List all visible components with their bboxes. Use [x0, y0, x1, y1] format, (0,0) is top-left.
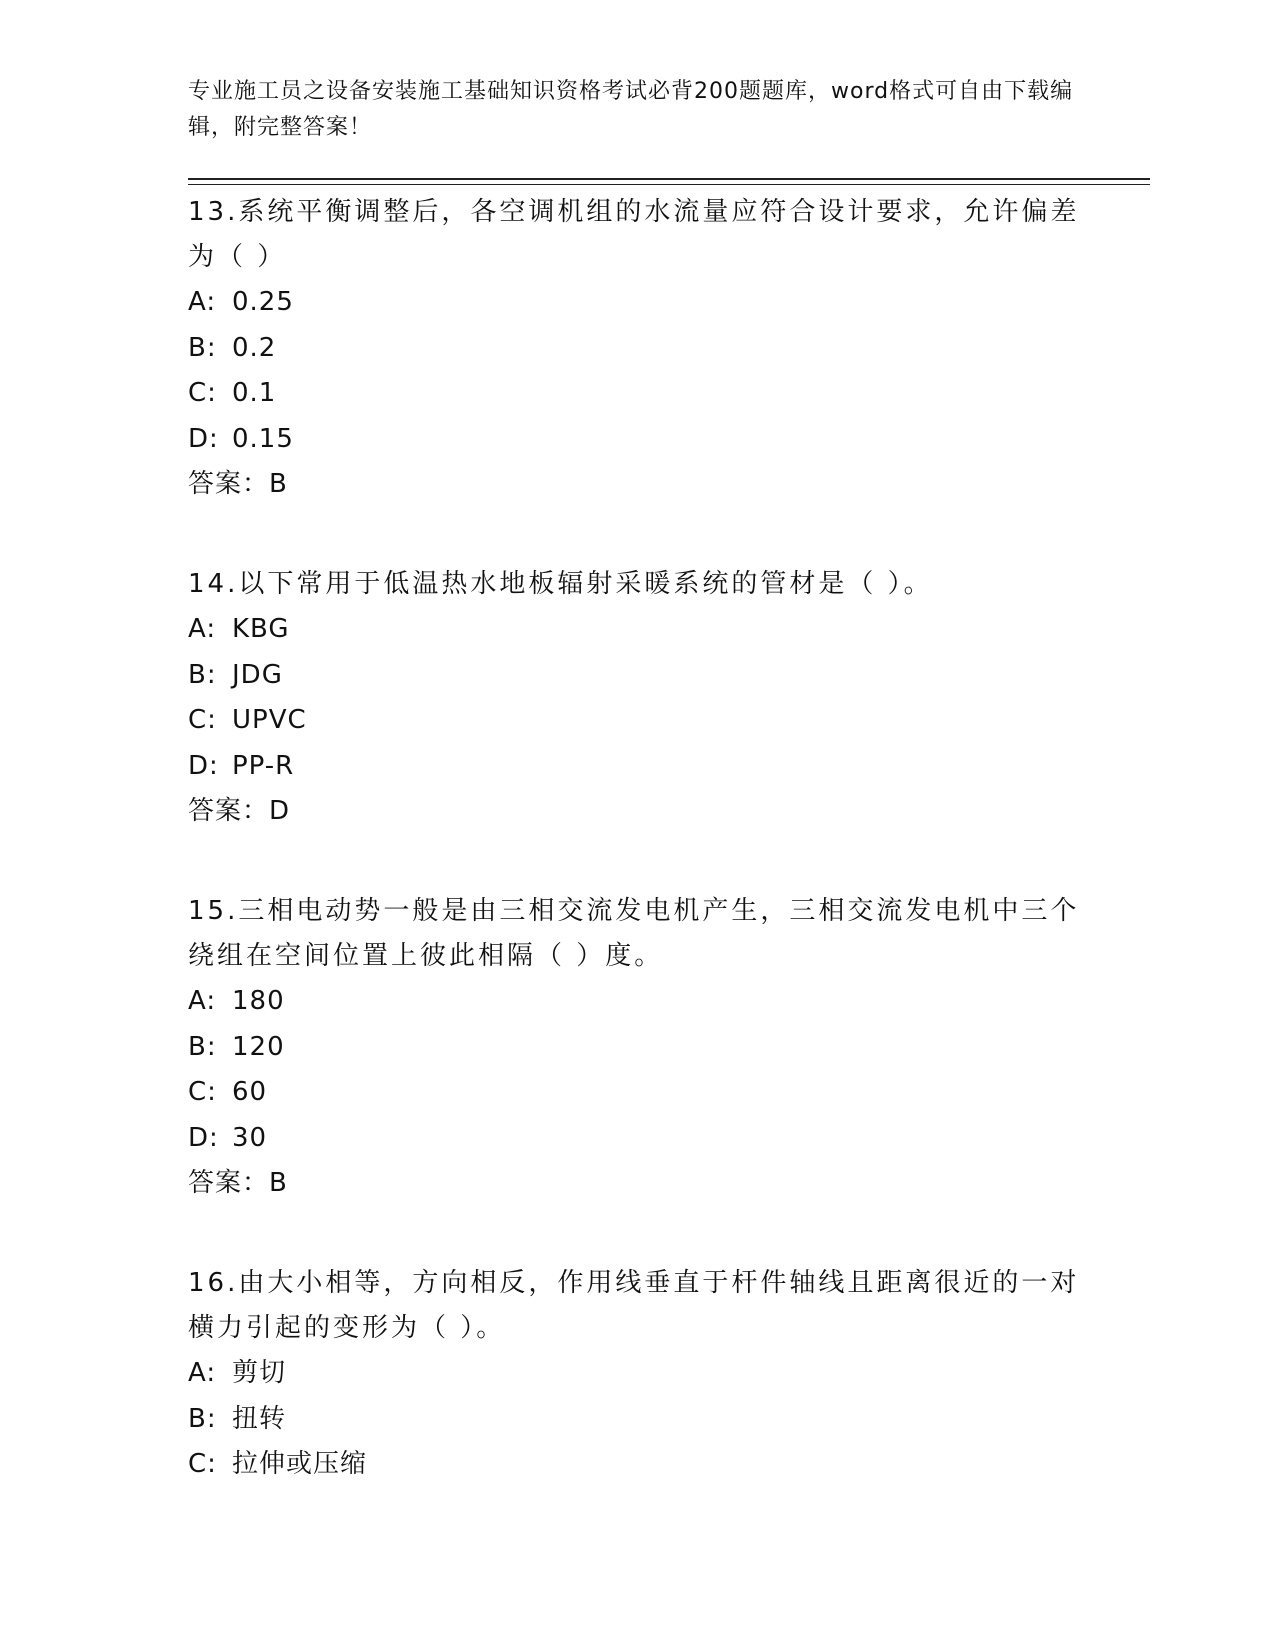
header-divider-thin — [188, 184, 1150, 185]
option-d — [188, 417, 1088, 463]
option-letter: B: — [188, 659, 217, 690]
question-14 — [188, 560, 1088, 833]
option-c — [188, 1070, 1088, 1116]
option-a — [188, 979, 1088, 1025]
option-letter: A: — [188, 614, 217, 644]
option-c — [188, 371, 1088, 417]
option-text: KBG — [232, 614, 290, 644]
answer-line: 答案：B — [188, 469, 288, 499]
option-c — [188, 1442, 1088, 1488]
option-letter: D: — [188, 1122, 219, 1153]
option-text: 剪切 — [232, 1358, 287, 1388]
option-letter: A: — [188, 1358, 217, 1388]
question-text: 15.三相电动势一般是由三相交流发电机产生，三相交流发电机中三个绕组在空间位置上彼此相隔（ ）度。 — [188, 896, 1080, 971]
header-divider-thick — [188, 178, 1150, 180]
question-15 — [188, 887, 1088, 1205]
option-letter: C: — [188, 1449, 217, 1479]
option-a — [188, 607, 1088, 653]
option-b — [188, 653, 1088, 699]
option-d — [188, 1116, 1088, 1162]
option-letter: D: — [188, 423, 219, 454]
option-text: 扭转 — [232, 1403, 287, 1434]
option-b — [188, 326, 1088, 372]
answer-line: 答案：B — [188, 1168, 288, 1198]
document-header: 专业施工员之设备安装施工基础知识资格考试必背200题题库，word格式可自由下载编辑，附完整答案！ — [188, 79, 1074, 140]
option-text: 60 — [232, 1077, 268, 1107]
option-text: 30 — [232, 1122, 268, 1153]
option-d — [188, 744, 1088, 790]
option-letter: C: — [188, 1077, 217, 1107]
option-a — [188, 1351, 1088, 1397]
option-text: 0.15 — [232, 423, 294, 454]
option-text: 0.2 — [232, 332, 277, 363]
option-text: 120 — [232, 1031, 285, 1062]
option-b — [188, 1397, 1088, 1443]
option-c — [188, 698, 1088, 744]
option-text: PP-R — [232, 750, 295, 781]
option-text: 180 — [232, 986, 285, 1016]
option-text: 0.1 — [232, 378, 277, 408]
question-16 — [188, 1259, 1088, 1488]
option-letter: D: — [188, 750, 219, 781]
question-text: 13.系统平衡调整后，各空调机组的水流量应符合设计要求，允许偏差为（ ） — [188, 197, 1080, 272]
option-text: 0.25 — [232, 287, 294, 317]
option-letter: B: — [188, 1031, 217, 1062]
option-text: 拉伸或压缩 — [232, 1449, 368, 1479]
answer-line: 答案：D — [188, 796, 291, 826]
option-letter: B: — [188, 1403, 217, 1434]
option-text: JDG — [232, 659, 283, 690]
question-list — [188, 188, 1088, 1542]
option-letter: B: — [188, 332, 217, 363]
option-letter: A: — [188, 287, 217, 317]
option-b — [188, 1025, 1088, 1071]
option-text: UPVC — [232, 705, 307, 735]
option-letter: C: — [188, 378, 217, 408]
option-letter: C: — [188, 705, 217, 735]
question-13 — [188, 188, 1088, 506]
question-text: 14.以下常用于低温热水地板辐射采暖系统的管材是（ ）。 — [188, 569, 933, 599]
option-a — [188, 280, 1088, 326]
question-text: 16.由大小相等，方向相反，作用线垂直于杆件轴线且距离很近的一对横力引起的变形为（ ）。 — [188, 1268, 1080, 1343]
option-letter: A: — [188, 986, 217, 1016]
